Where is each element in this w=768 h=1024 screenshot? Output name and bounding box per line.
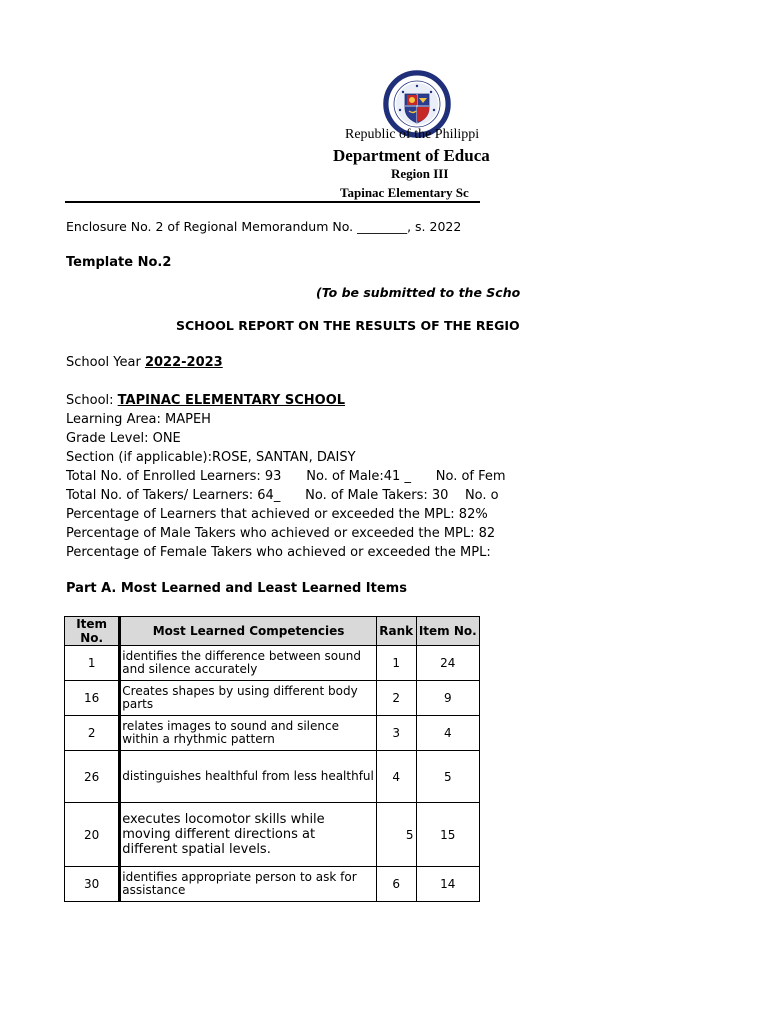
report-title: SCHOOL REPORT ON THE RESULTS OF THE REGIO xyxy=(176,318,520,333)
table-row xyxy=(65,681,480,716)
republic-line: Republic of the Philippi xyxy=(345,127,480,142)
school-year-value: 2022-2023 xyxy=(144,355,223,370)
cell-item-2: 9 xyxy=(416,681,479,716)
cell-rank: 6 xyxy=(376,867,416,902)
school-year-label: School Year xyxy=(66,355,145,370)
cell-item-2: 14 xyxy=(416,867,479,902)
competencies-table xyxy=(64,616,480,902)
cell-competency: Creates shapes by using different body parts xyxy=(120,681,377,716)
table-row xyxy=(65,716,480,751)
cell-competency: identifies the difference between sound and silence accurately xyxy=(120,646,377,681)
cell-rank: 2 xyxy=(376,681,416,716)
cell-rank: 4 xyxy=(376,751,416,803)
school-field xyxy=(66,393,345,408)
enclosure-line: Enclosure No. 2 of Regional Memorandum No. ________, s. 2022 xyxy=(66,219,462,234)
enrolled-learners-line: Total No. of Enrolled Learners: 93 No. of Male:41 _ No. of Fem xyxy=(66,469,506,484)
section-field: Section (if applicable):ROSE, SANTAN, DAISY xyxy=(66,450,356,465)
cell-competency: executes locomotor skills while moving different directions at different spatial levels. xyxy=(120,803,377,867)
cell-item-2: 5 xyxy=(416,751,479,803)
table-row xyxy=(65,803,480,867)
header-rank: Rank xyxy=(376,617,416,646)
department-line: Department of Educa xyxy=(333,146,490,165)
school-name-line: Tapinac Elementary Sc xyxy=(340,185,469,200)
cell-item-2: 15 xyxy=(416,803,479,867)
school-value: TAPINAC ELEMENTARY SCHOOL xyxy=(117,393,346,408)
cell-item: 20 xyxy=(65,803,120,867)
header-item-no: Item No. xyxy=(65,617,120,646)
learning-area: Learning Area: MAPEH xyxy=(66,412,211,427)
header-most-learned: Most Learned Competencies xyxy=(120,617,377,646)
table-row xyxy=(65,751,480,803)
submission-note: (To be submitted to the Scho xyxy=(316,285,521,300)
cell-rank: 1 xyxy=(376,646,416,681)
region-line: Region III xyxy=(391,166,449,181)
table-row xyxy=(65,646,480,681)
cell-rank: 3 xyxy=(376,716,416,751)
header-item-no-2: Item No. xyxy=(416,617,479,646)
cell-item: 2 xyxy=(65,716,120,751)
cell-item: 26 xyxy=(65,751,120,803)
part-a-title: Part A. Most Learned and Least Learned Items xyxy=(66,581,407,596)
table-header-row xyxy=(65,617,480,646)
pct-female-mpl: Percentage of Female Takers who achieved or exceeded the MPL: xyxy=(66,545,491,560)
cell-item-2: 4 xyxy=(416,716,479,751)
grade-level: Grade Level: ONE xyxy=(66,431,181,446)
takers-line: Total No. of Takers/ Learners: 64_ No. of Male Takers: 30 No. o xyxy=(66,488,499,503)
cell-competency: distinguishes healthful from less healthful xyxy=(120,751,377,803)
template-number: Template No.2 xyxy=(66,255,172,270)
cell-item: 16 xyxy=(65,681,120,716)
cell-item-2: 24 xyxy=(416,646,479,681)
cell-competency: identifies appropriate person to ask for assistance xyxy=(120,867,377,902)
header-divider xyxy=(65,201,480,203)
school-label: School: xyxy=(66,393,118,408)
cell-item: 30 xyxy=(65,867,120,902)
cell-competency: relates images to sound and silence within a rhythmic pattern xyxy=(120,716,377,751)
pct-learners-mpl: Percentage of Learners that achieved or exceeded the MPL: 82% xyxy=(66,507,488,522)
cell-rank: 5 xyxy=(376,803,416,867)
school-year xyxy=(66,355,223,370)
table-row xyxy=(65,867,480,902)
pct-male-mpl: Percentage of Male Takers who achieved or exceeded the MPL: 82 xyxy=(66,526,496,541)
cell-item: 1 xyxy=(65,646,120,681)
